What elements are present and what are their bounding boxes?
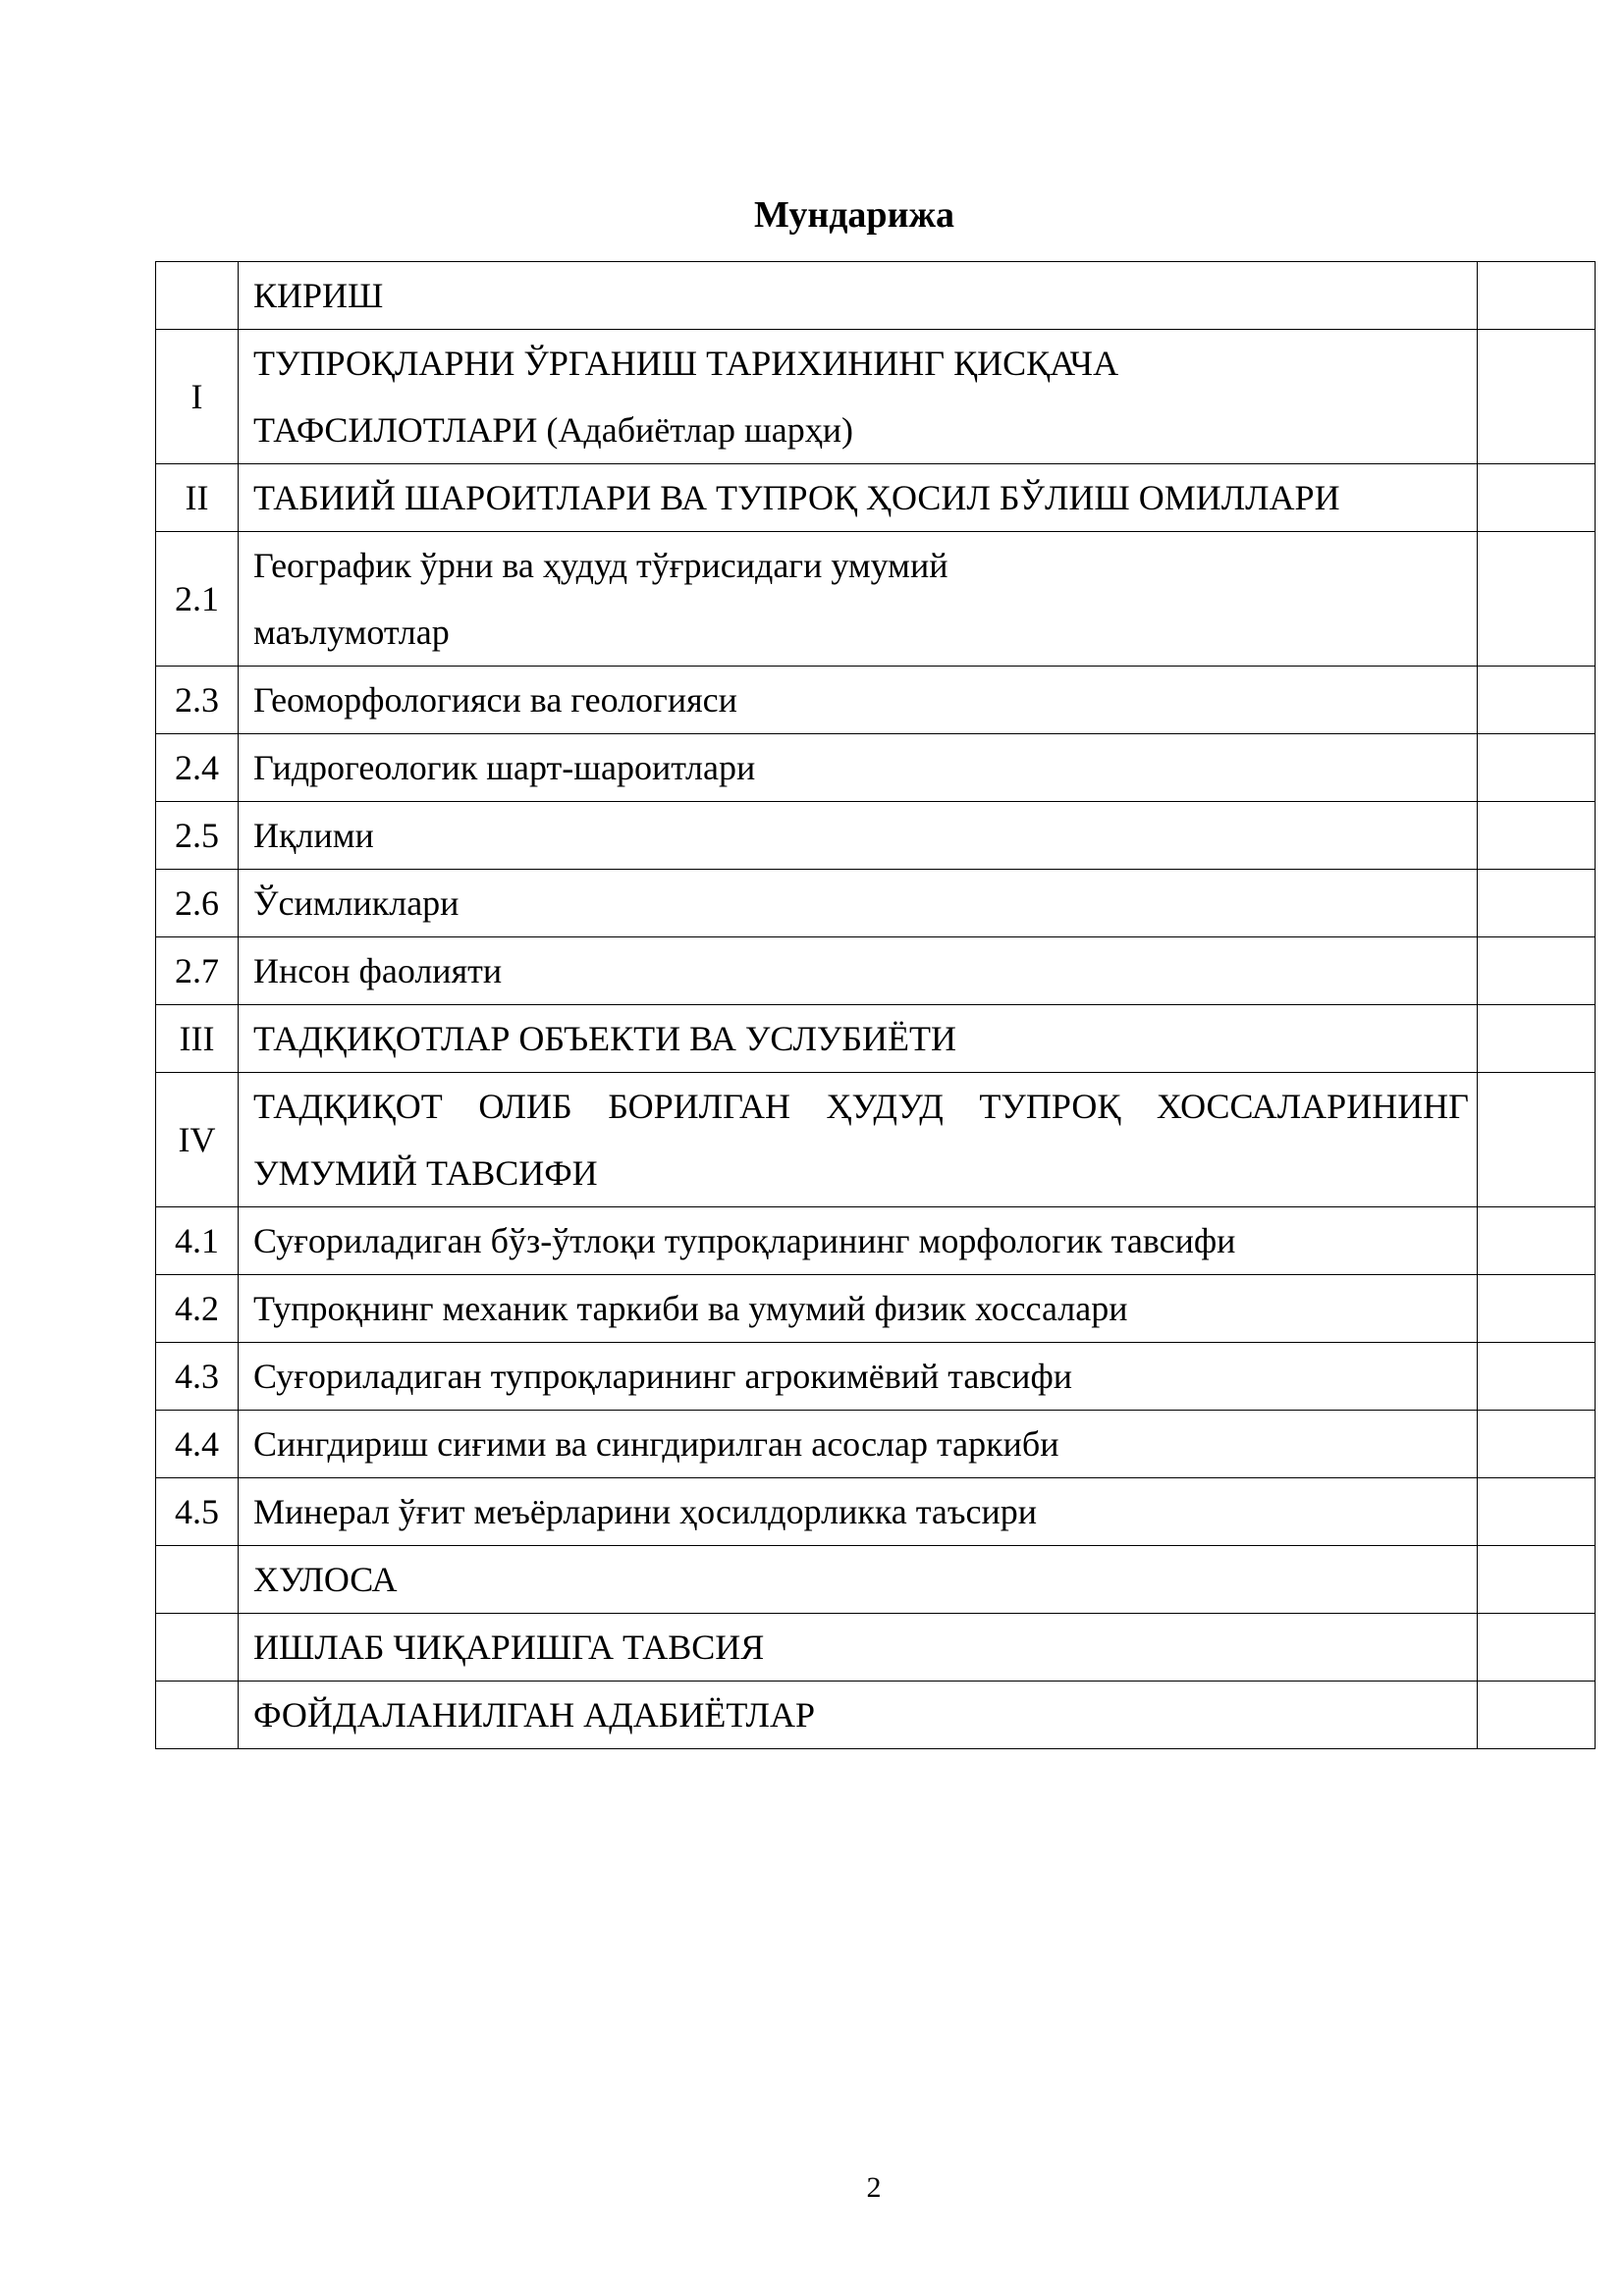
toc-row-title-line: УМУМИЙ ТАВСИФИ: [253, 1153, 598, 1193]
toc-row-number: [156, 1614, 239, 1682]
toc-row: [156, 734, 1596, 802]
toc-row-number: 2.4: [156, 734, 239, 802]
toc-row-number: 2.5: [156, 802, 239, 870]
toc-row-number: 2.3: [156, 667, 239, 734]
toc-row-title: [239, 1207, 1478, 1275]
toc-row-title: [239, 1546, 1478, 1614]
toc-row-number: 4.5: [156, 1478, 239, 1546]
toc-row-title: [239, 1005, 1478, 1073]
toc-row-title: [239, 464, 1478, 532]
toc-row: [156, 802, 1596, 870]
toc-row-title: [239, 1614, 1478, 1682]
toc-row-title: [239, 1275, 1478, 1343]
toc-row: [156, 1411, 1596, 1478]
toc-row-title: [239, 1478, 1478, 1546]
toc-row-title-line: ТАФСИЛОТЛАРИ (Адабиётлар шарҳи): [253, 410, 853, 450]
toc-row-number: 4.3: [156, 1343, 239, 1411]
toc-row-page: [1478, 1411, 1596, 1478]
toc-row-page: [1478, 330, 1596, 464]
toc-row: [156, 1073, 1596, 1207]
toc-row-number: IV: [156, 1073, 239, 1207]
toc-row-title: [239, 802, 1478, 870]
toc-row: [156, 667, 1596, 734]
toc-row-number: 2.6: [156, 870, 239, 937]
toc-row-title-line: ИШЛАБ ЧИҚАРИШГА ТАВСИЯ: [253, 1628, 765, 1667]
toc-row-page: [1478, 1546, 1596, 1614]
toc-row-number: III: [156, 1005, 239, 1073]
toc-row-title-line: Ўсимликлари: [253, 883, 460, 923]
toc-row-page: [1478, 937, 1596, 1005]
toc-row-title-line: Гидрогеологик шарт-шароитлари: [253, 748, 756, 787]
toc-row-page: [1478, 464, 1596, 532]
toc-row-number: [156, 1546, 239, 1614]
toc-row: [156, 330, 1596, 464]
toc-row-page: [1478, 802, 1596, 870]
page-title: Мундарижа: [753, 194, 955, 236]
toc-row: [156, 1343, 1596, 1411]
toc-row-number: II: [156, 464, 239, 532]
toc-row: [156, 1207, 1596, 1275]
toc-row-number: I: [156, 330, 239, 464]
toc-row-page: [1478, 734, 1596, 802]
toc-row: [156, 1005, 1596, 1073]
table-of-contents: [155, 261, 1596, 1749]
toc-row: [156, 1682, 1596, 1749]
toc-row-page: [1478, 667, 1596, 734]
toc-row-title-line: Инсон фаолияти: [253, 951, 503, 990]
toc-row-title: [239, 870, 1478, 937]
toc-row-page: [1478, 262, 1596, 330]
toc-row-title: [239, 532, 1478, 667]
toc-row-number: 4.2: [156, 1275, 239, 1343]
toc-row-title-line: ХУЛОСА: [253, 1560, 398, 1599]
toc-row: [156, 262, 1596, 330]
toc-row-number: 4.1: [156, 1207, 239, 1275]
toc-row-number: [156, 262, 239, 330]
toc-row-title: [239, 734, 1478, 802]
toc-row-number: 2.1: [156, 532, 239, 667]
toc-row-number: 2.7: [156, 937, 239, 1005]
toc-row-title-line: ФОЙДАЛАНИЛГАН АДАБИЁТЛАР: [253, 1695, 815, 1735]
toc-row-title: [239, 937, 1478, 1005]
toc-row-page: [1478, 532, 1596, 667]
toc-row-title-line: ТУПРОҚЛАРНИ ЎРГАНИШ ТАРИХИНИНГ ҚИСҚАЧА: [253, 344, 1119, 383]
toc-row-page: [1478, 1343, 1596, 1411]
toc-row-title-line: ТАБИИЙ ШАРОИТЛАРИ ВА ТУПРОҚ ҲОСИЛ БЎЛИШ ОМИЛЛАРИ: [253, 478, 1340, 517]
toc-row-number: [156, 1682, 239, 1749]
toc-row-title-line: Суғориладиган тупроқларининг агрокимёвий тавсифи: [253, 1357, 1073, 1396]
toc-row-title-line: Иқлими: [253, 816, 374, 855]
toc-row-title-line: Суғориладиган бўз-ўтлоқи тупроқларининг морфологик тавсифи: [253, 1221, 1236, 1260]
toc-row-title-line: маълумотлар: [253, 613, 450, 652]
toc-row-page: [1478, 1478, 1596, 1546]
toc-row-title-line: Сингдириш сиғими ва сингдирилган асослар таркиби: [253, 1424, 1059, 1464]
toc-row: [156, 1478, 1596, 1546]
toc-row: [156, 937, 1596, 1005]
toc-row-title: [239, 262, 1478, 330]
toc-row-title-line: Географик ўрни ва ҳудуд тўғрисидаги умумий: [253, 546, 948, 585]
page-number: 2: [866, 2171, 882, 2204]
toc-row-title-line: ТАДҚИҚОТ ОЛИБ БОРИЛГАН ҲУДУД ТУПРОҚ ХОССАЛАРИНИНГ: [253, 1087, 1469, 1126]
toc-row-title: [239, 1073, 1478, 1207]
toc-row-page: [1478, 1614, 1596, 1682]
toc-row: [156, 464, 1596, 532]
toc-row-page: [1478, 870, 1596, 937]
toc-row: [156, 532, 1596, 667]
toc-row-title: [239, 1682, 1478, 1749]
toc-row-title: [239, 667, 1478, 734]
toc-row-page: [1478, 1073, 1596, 1207]
toc-row-title: [239, 330, 1478, 464]
toc-row-title-line: Тупроқнинг механик таркиби ва умумий физик хоссалари: [253, 1289, 1128, 1328]
toc-row-title: [239, 1343, 1478, 1411]
toc-row: [156, 1614, 1596, 1682]
toc-row-title-line: Минерал ўғит меъёрларини ҳосилдорликка таъсири: [253, 1492, 1038, 1531]
toc-row-page: [1478, 1682, 1596, 1749]
toc-row-page: [1478, 1275, 1596, 1343]
toc-row-title: [239, 1411, 1478, 1478]
toc-row-page: [1478, 1005, 1596, 1073]
toc-row-title-line: Геоморфологияси ва геологияси: [253, 680, 737, 720]
toc-row: [156, 1546, 1596, 1614]
toc-row: [156, 870, 1596, 937]
toc-row-title-line: КИРИШ: [253, 276, 384, 315]
toc-row-page: [1478, 1207, 1596, 1275]
toc-row: [156, 1275, 1596, 1343]
toc-row-title-line: ТАДҚИҚОТЛАР ОБЪЕКТИ ВА УСЛУБИЁТИ: [253, 1019, 957, 1058]
toc-row-number: 4.4: [156, 1411, 239, 1478]
